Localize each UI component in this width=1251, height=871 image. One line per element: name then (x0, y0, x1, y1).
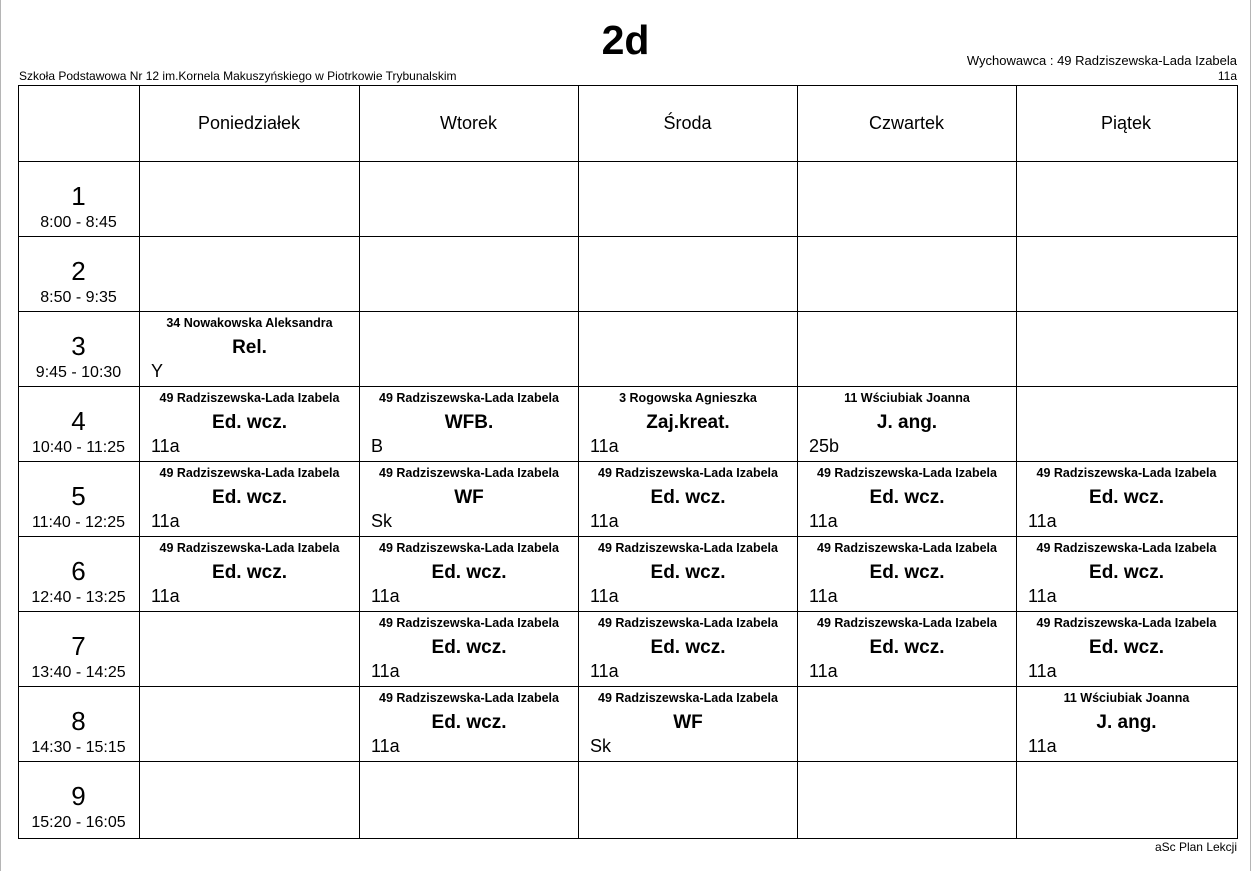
lesson-subject: Ed. wcz. (431, 637, 507, 658)
lesson-subject: J. ang. (1096, 712, 1157, 733)
period-8 (18, 687, 139, 762)
lesson-teacher: 49 Radziszewska-Lada Izabela (159, 541, 340, 555)
lesson-room: 11a (809, 586, 838, 606)
period-number: 4 (71, 406, 86, 436)
lesson-cell (1017, 687, 1236, 762)
lesson-room: 25b (809, 436, 840, 456)
lesson-cell (579, 462, 797, 537)
lesson-teacher: 49 Radziszewska-Lada Izabela (379, 391, 559, 405)
lesson-teacher: 49 Radziszewska-Lada Izabela (1036, 541, 1217, 555)
homeroom-teacher: Wychowawca : 49 Radziszewska-Lada Izabela (966, 53, 1237, 68)
lesson-subject: Ed. wcz. (869, 562, 945, 583)
lesson-room: 11a (809, 511, 838, 531)
lesson-cell (798, 537, 1016, 612)
lesson-room: 11a (371, 736, 400, 756)
period-number: 2 (71, 256, 86, 286)
lesson-room: B (371, 436, 384, 456)
lesson-room: 11a (1028, 511, 1057, 531)
lesson-cell (140, 537, 359, 612)
period-time: 10:40 - 11:25 (31, 439, 126, 456)
period-time: 12:40 - 13:25 (31, 589, 126, 606)
lesson-teacher: 49 Radziszewska-Lada Izabela (159, 466, 340, 480)
lesson-room: 11a (590, 436, 619, 456)
timetable-grid (18, 85, 1238, 839)
day-header-wednesday: Środa (663, 112, 712, 133)
lesson-room: 11a (371, 586, 400, 606)
lesson-room: Sk (590, 736, 612, 756)
period-time: 14:30 - 15:15 (31, 739, 126, 756)
lesson-subject: WF (454, 487, 484, 508)
lesson-room: 11a (371, 661, 400, 681)
lesson-subject: Ed. wcz. (650, 487, 726, 508)
lesson-subject: WFB. (444, 412, 494, 433)
lesson-room: 11a (590, 511, 619, 531)
lesson-room: 11a (151, 586, 180, 606)
lesson-room: 11a (1028, 586, 1057, 606)
period-time: 11:40 - 12:25 (31, 514, 126, 531)
lesson-subject: Rel. (232, 337, 267, 358)
period-9 (18, 762, 139, 837)
lesson-cell (798, 462, 1016, 537)
lesson-teacher: 49 Radziszewska-Lada Izabela (379, 616, 559, 630)
lesson-teacher: 49 Radziszewska-Lada Izabela (598, 616, 778, 630)
lesson-teacher: 34 Nowakowska Aleksandra (166, 316, 333, 330)
lesson-teacher: 11 Wściubiak Joanna (1063, 691, 1190, 705)
day-header-friday: Piątek (1100, 112, 1152, 133)
row-divider (18, 161, 1238, 162)
lesson-cell (140, 462, 359, 537)
lesson-teacher: 49 Radziszewska-Lada Izabela (817, 466, 997, 480)
lesson-room: 11a (590, 661, 619, 681)
lesson-subject: Ed. wcz. (431, 562, 507, 583)
lesson-teacher: 49 Radziszewska-Lada Izabela (598, 691, 778, 705)
lesson-cell (360, 612, 578, 687)
period-time: 15:20 - 16:05 (31, 814, 126, 831)
lesson-subject: Ed. wcz. (1089, 562, 1164, 583)
period-number: 5 (71, 481, 86, 511)
lesson-teacher: 49 Radziszewska-Lada Izabela (817, 541, 997, 555)
period-time: 9:45 - 10:30 (35, 364, 122, 381)
row-divider (18, 236, 1238, 237)
period-number: 7 (71, 631, 86, 661)
lesson-room: 11a (1028, 661, 1057, 681)
period-7 (18, 612, 139, 687)
period-number: 9 (71, 781, 86, 811)
lesson-subject: Ed. wcz. (869, 637, 945, 658)
period-3 (18, 312, 139, 387)
lesson-cell (1017, 612, 1236, 687)
lesson-cell (360, 537, 578, 612)
lesson-cell (140, 387, 359, 462)
day-header-tuesday: Wtorek (439, 112, 497, 133)
lesson-cell (1017, 462, 1236, 537)
lesson-subject: Ed. wcz. (212, 487, 287, 508)
lesson-teacher: 49 Radziszewska-Lada Izabela (379, 466, 559, 480)
lesson-teacher: 11 Wściubiak Joanna (844, 391, 970, 405)
lesson-room: 11a (151, 511, 180, 531)
footer-credit: aSc Plan Lekcji (1154, 840, 1237, 854)
lesson-subject: J. ang. (876, 412, 938, 433)
lesson-cell (579, 612, 797, 687)
lesson-subject: Ed. wcz. (1089, 637, 1164, 658)
lesson-room: Sk (371, 511, 393, 531)
lesson-cell (798, 612, 1016, 687)
day-header-monday: Poniedziałek (197, 112, 301, 133)
period-number: 8 (71, 706, 86, 736)
period-2 (18, 237, 139, 312)
homeroom-room: 11a (1217, 69, 1237, 83)
lesson-teacher: 49 Radziszewska-Lada Izabela (379, 541, 559, 555)
lesson-room: 11a (1028, 736, 1057, 756)
period-time: 8:50 - 9:35 (40, 289, 117, 306)
lesson-cell (140, 312, 359, 387)
lesson-teacher: 49 Radziszewska-Lada Izabela (598, 466, 778, 480)
period-number: 1 (71, 181, 86, 211)
lesson-subject: Ed. wcz. (650, 562, 726, 583)
period-number: 3 (71, 331, 86, 361)
lesson-subject: WF (673, 712, 703, 733)
period-1 (18, 162, 139, 237)
lesson-subject: Ed. wcz. (1089, 487, 1164, 508)
lesson-cell (579, 687, 797, 762)
lesson-cell (1017, 537, 1236, 612)
lesson-subject: Zaj.kreat. (646, 412, 730, 433)
day-header-thursday: Czwartek (868, 112, 944, 133)
lesson-cell (579, 537, 797, 612)
lesson-room: 11a (809, 661, 838, 681)
class-title: 2d (601, 17, 650, 63)
period-4 (18, 387, 139, 462)
period-5 (18, 462, 139, 537)
lesson-cell (579, 387, 797, 462)
lesson-teacher: 49 Radziszewska-Lada Izabela (379, 691, 559, 705)
lesson-room: 11a (151, 436, 180, 456)
period-number: 6 (71, 556, 86, 586)
lesson-teacher: 49 Radziszewska-Lada Izabela (817, 616, 997, 630)
lesson-cell (360, 687, 578, 762)
period-6 (18, 537, 139, 612)
lesson-cell (798, 387, 1016, 462)
lesson-cell (360, 462, 578, 537)
period-time: 8:00 - 8:45 (40, 214, 117, 231)
school-name: Szkoła Podstawowa Nr 12 im.Kornela Makuszyńskiego w Piotrkowie Trybunalskim (19, 69, 457, 83)
lesson-subject: Ed. wcz. (212, 562, 287, 583)
lesson-teacher: 49 Radziszewska-Lada Izabela (598, 541, 778, 555)
lesson-teacher: 3 Rogowska Agnieszka (619, 391, 757, 405)
lesson-teacher: 49 Radziszewska-Lada Izabela (1036, 466, 1217, 480)
lesson-room: 11a (590, 586, 619, 606)
lesson-subject: Ed. wcz. (212, 412, 287, 433)
page-left-edge (0, 0, 1, 871)
period-time: 13:40 - 14:25 (31, 664, 126, 681)
lesson-subject: Ed. wcz. (869, 487, 945, 508)
lesson-cell (360, 387, 578, 462)
lesson-room: Y (151, 361, 164, 381)
lesson-teacher: 49 Radziszewska-Lada Izabela (1036, 616, 1217, 630)
lesson-subject: Ed. wcz. (650, 637, 726, 658)
lesson-subject: Ed. wcz. (431, 712, 507, 733)
lesson-teacher: 49 Radziszewska-Lada Izabela (159, 391, 340, 405)
